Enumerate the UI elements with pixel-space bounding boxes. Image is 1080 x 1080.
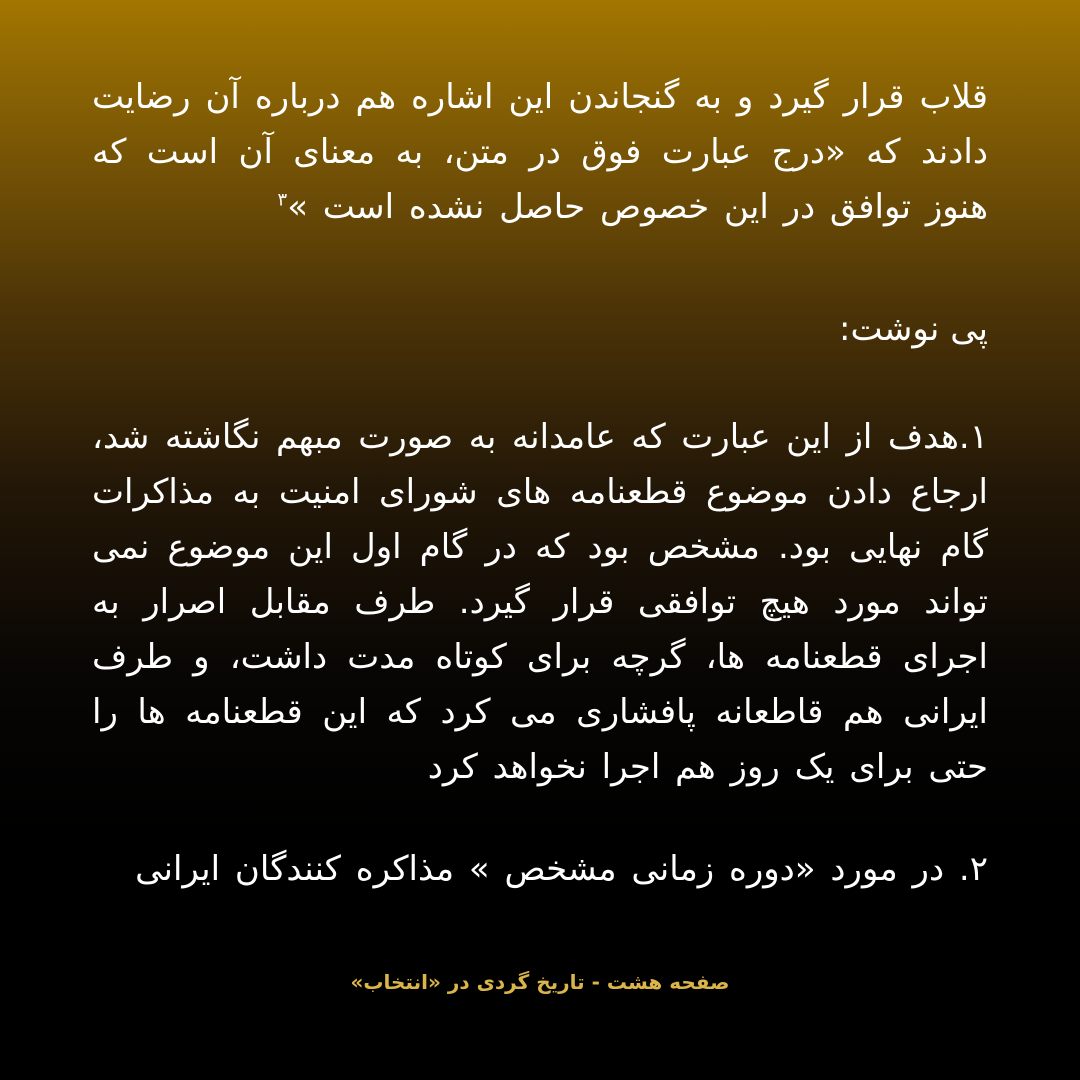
notes-heading: پی نوشت: — [839, 309, 988, 349]
note-1: ۱.هدف از این عبارت که عامدانه به صورت مبهم نگاشته شد، ارجاع دادن موضوع قطعنامه های شورای امنیت به مذاکرات گام نهایی بود. مشخص بود که در گام اول این موضوع نمی تواند مورد هیچ توافقی قرار گیرد. طرف مقابل اصرار به اجرای قطعنامه ها، گرچه برای کوتاه مدت داشت، و طرف ایرانی هم قاطعانه پافشاری می کرد که این قطعنامه ها را حتی برای یک روز هم اجرا نخواهد کرد — [92, 417, 988, 787]
paragraph-1-text: قلاب قرار گیرد و به گنجاندن این اشاره هم درباره آن رضایت دادند که «درج عبارت فوق در متن، به معنای آن است که هنوز توافق در این خصوص حاصل نشده است » — [92, 77, 988, 227]
note-2: ۲. در مورد «دوره زمانی مشخص » مذاکره کنندگان ایرانی — [135, 849, 988, 889]
body-paragraph-1 — [92, 70, 988, 235]
footnote-marker-3: ۳ — [277, 189, 288, 211]
page-content — [92, 70, 988, 1020]
footer-caption: صفحه هشت - تاریخ گردی در «انتخاب» — [350, 970, 730, 994]
